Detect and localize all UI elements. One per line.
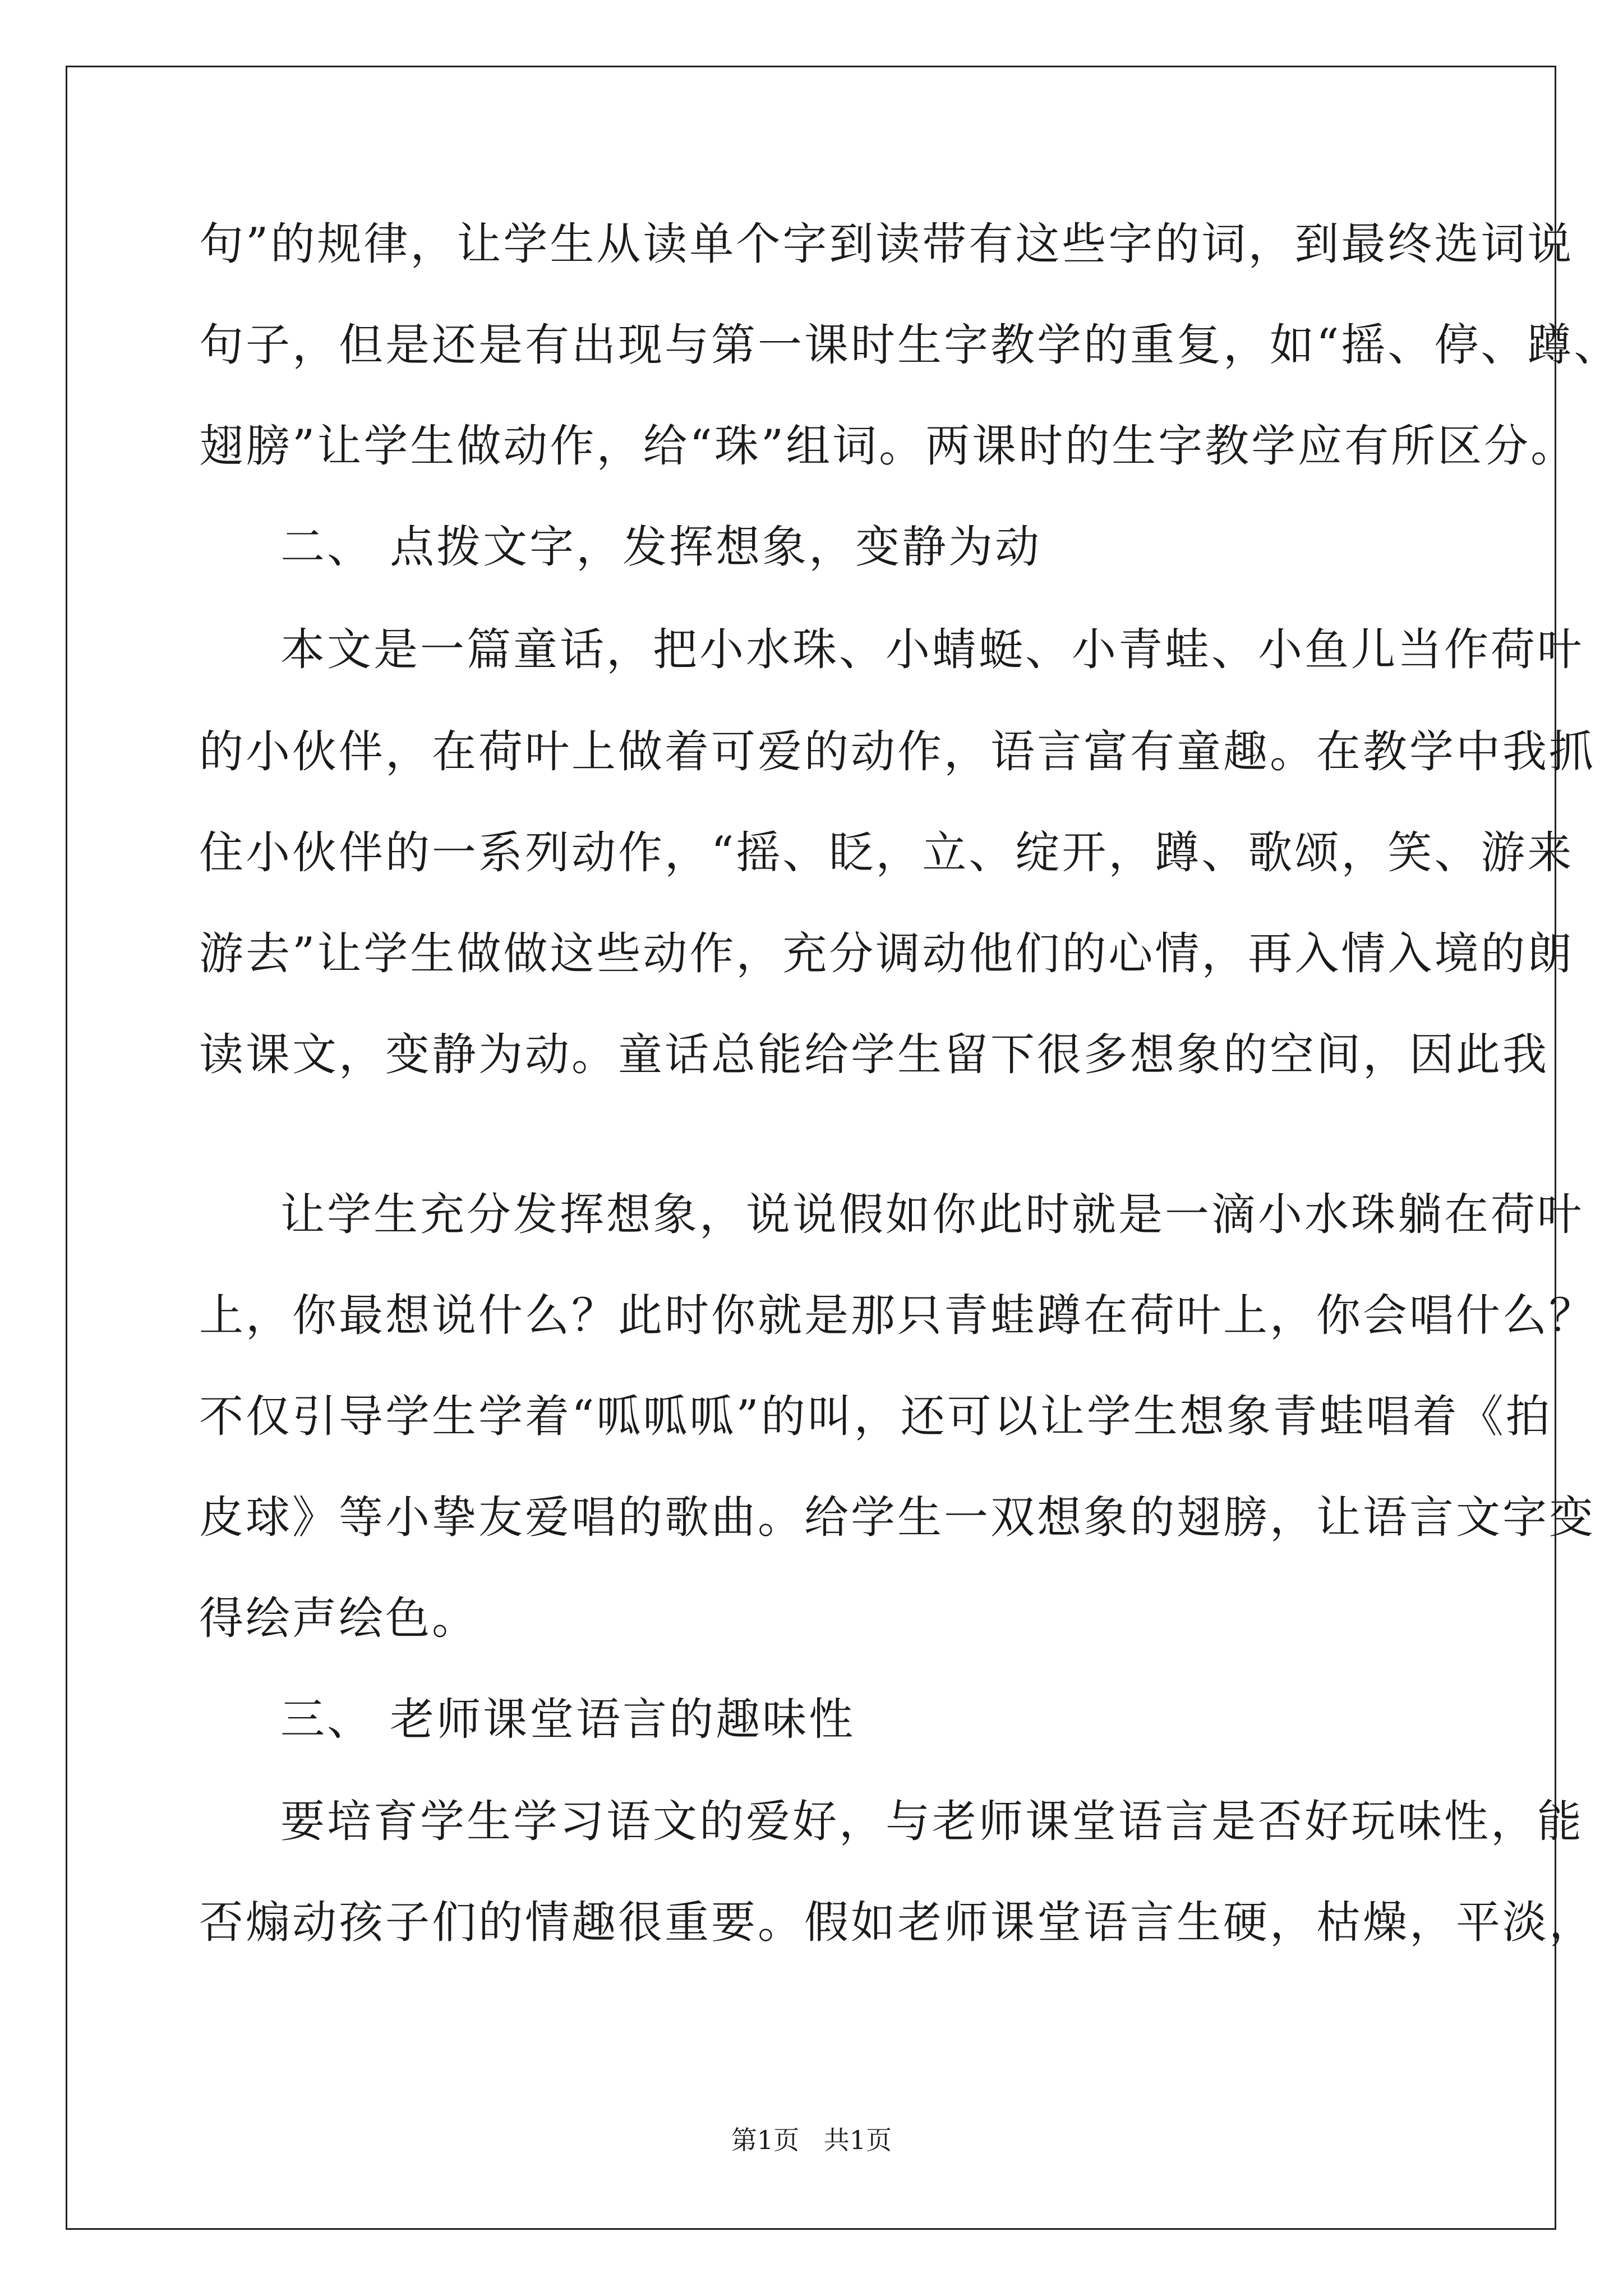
page-number-footer: 第1页 共1页: [731, 2125, 892, 2155]
text-line-12: 不仅引导学生学着“呱呱呱”的叫，还可以让学生想象青蛙唱着《拍: [199, 1391, 1552, 1442]
text-line-8: 游去”让学生做做这些动作，充分调动他们的心情，再入情入境的朗: [199, 928, 1574, 979]
text-line-1: 句”的规律，让学生从读单个字到读带有这些字的词，到最终选词说: [199, 218, 1574, 270]
section-heading-2: 二、 点拨文字，发挥想象，变静为动: [280, 521, 1042, 573]
text-line-2: 句子，但是还是有出现与第一课时生字教学的重复，如“摇、停、蹲、: [199, 319, 1621, 371]
text-line-5: 本文是一篇童话，把小水珠、小蜻蜓、小青蛙、小鱼儿当作荷叶: [280, 624, 1584, 675]
text-line-3: 翅膀”让学生做动作，给“珠”组词。两课时的生字教学应有所区分。: [199, 420, 1578, 472]
text-line-9: 读课文，变静为动。童话总能给学生留下很多想象的空间，因此我: [199, 1029, 1549, 1080]
text-line-16: 要培育学生学习语文的爱好，与老师课堂语言是否好玩味性，能: [280, 1796, 1584, 1847]
text-line-7: 住小伙伴的一系列动作，“摇、眨，立、绽开，蹲、歌颂，笑、游来: [199, 827, 1574, 878]
text-line-17: 否煽动孩子们的情趣很重要。假如老师课堂语言生硬，枯燥，平淡，: [199, 1897, 1596, 1948]
text-line-6: 的小伙伴，在荷叶上做着可爱的动作，语言富有童趣。在教学中我抓: [199, 726, 1596, 777]
text-line-14: 得绘声绘色。: [199, 1593, 478, 1644]
text-line-13: 皮球》等小挚友爱唱的歌曲。给学生一双想象的翅膀，让语言文字变: [199, 1492, 1596, 1543]
text-line-10: 让学生充分发挥想象，说说假如你此时就是一滴小水珠躺在荷叶: [280, 1189, 1584, 1240]
text-line-11: 上，你最想说什么？此时你就是那只青蛙蹲在荷叶上，你会唱什么？: [199, 1290, 1596, 1341]
section-heading-3: 三、 老师课堂语言的趣味性: [280, 1694, 856, 1745]
